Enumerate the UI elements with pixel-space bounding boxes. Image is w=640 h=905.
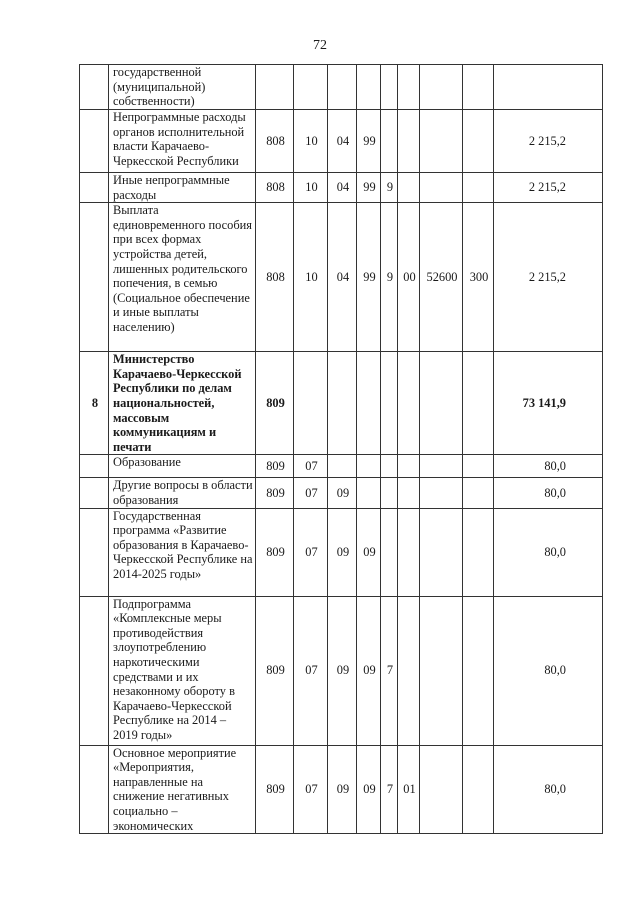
ministry-code-cell: 808 <box>256 110 294 173</box>
table-row <box>80 352 603 455</box>
activity-code-cell <box>398 110 420 173</box>
page-number: 72 <box>313 38 327 53</box>
expense-type-cell <box>463 745 494 834</box>
amount-cell: 80,0 <box>494 508 603 596</box>
ministry-code-cell: 809 <box>256 455 294 478</box>
program-code-cell: 09 <box>357 745 381 834</box>
amount-cell: 2 215,2 <box>494 203 603 352</box>
item-name-cell: Образование <box>109 455 256 478</box>
row-number-cell <box>80 478 109 508</box>
ministry-code-cell: 809 <box>256 508 294 596</box>
section-code-cell: 10 <box>294 110 328 173</box>
row-number-cell <box>80 110 109 173</box>
table-row <box>80 508 603 596</box>
direction-code-cell <box>420 508 463 596</box>
subsection-code-cell <box>328 65 357 110</box>
expense-type-cell: 300 <box>463 203 494 352</box>
section-code-cell: 07 <box>294 478 328 508</box>
direction-code-cell <box>420 478 463 508</box>
direction-code-cell <box>420 352 463 455</box>
section-code-cell: 10 <box>294 173 328 203</box>
activity-code-cell <box>398 65 420 110</box>
program-code-cell: 09 <box>357 508 381 596</box>
expense-type-cell <box>463 478 494 508</box>
subprogram-code-cell <box>381 110 398 173</box>
expense-type-cell <box>463 455 494 478</box>
program-code-cell: 09 <box>357 596 381 745</box>
subsection-code-cell <box>328 352 357 455</box>
ministry-code-cell: 808 <box>256 173 294 203</box>
expense-type-cell <box>463 508 494 596</box>
subsection-code-cell: 04 <box>328 203 357 352</box>
amount-cell: 80,0 <box>494 596 603 745</box>
direction-code-cell <box>420 110 463 173</box>
row-number-cell <box>80 65 109 110</box>
item-name-cell: Подпрограмма «Комплексные меры противодействия злоупотреблению наркотическими средствами и их незаконному обороту в Карачаево-Черкесской Республике на 2014 – 2019 годы» <box>109 596 256 745</box>
row-number-cell <box>80 203 109 352</box>
program-code-cell <box>357 478 381 508</box>
table-row <box>80 110 603 173</box>
subprogram-code-cell: 7 <box>381 596 398 745</box>
direction-code-cell: 52600 <box>420 203 463 352</box>
expense-type-cell <box>463 65 494 110</box>
row-number-cell <box>80 508 109 596</box>
amount-cell: 80,0 <box>494 478 603 508</box>
program-code-cell: 99 <box>357 203 381 352</box>
activity-code-cell: 01 <box>398 745 420 834</box>
activity-code-cell <box>398 352 420 455</box>
table-row <box>80 455 603 478</box>
direction-code-cell <box>420 455 463 478</box>
section-code-cell: 07 <box>294 745 328 834</box>
ministry-code-cell: 809 <box>256 352 294 455</box>
subprogram-code-cell <box>381 508 398 596</box>
direction-code-cell <box>420 173 463 203</box>
amount-cell <box>494 65 603 110</box>
subprogram-code-cell <box>381 352 398 455</box>
table-row <box>80 745 603 834</box>
subprogram-code-cell: 9 <box>381 203 398 352</box>
ministry-code-cell <box>256 65 294 110</box>
item-name-cell: Другие вопросы в области образования <box>109 478 256 508</box>
subsection-code-cell: 09 <box>328 478 357 508</box>
amount-cell: 80,0 <box>494 745 603 834</box>
program-code-cell: 99 <box>357 173 381 203</box>
amount-cell: 73 141,9 <box>494 352 603 455</box>
item-name-cell: Выплата единовременного пособия при всех формах устройства детей, лишенных родительского попечения, в семью (Социальное обеспечение и иные выплаты населению) <box>109 203 256 352</box>
ministry-code-cell: 808 <box>256 203 294 352</box>
table-row <box>80 65 603 110</box>
row-number-cell <box>80 745 109 834</box>
direction-code-cell <box>420 65 463 110</box>
subprogram-code-cell: 9 <box>381 173 398 203</box>
section-code-cell <box>294 65 328 110</box>
subsection-code-cell <box>328 455 357 478</box>
subsection-code-cell: 09 <box>328 745 357 834</box>
expense-type-cell <box>463 352 494 455</box>
subprogram-code-cell <box>381 478 398 508</box>
subsection-code-cell: 04 <box>328 173 357 203</box>
program-code-cell <box>357 455 381 478</box>
program-code-cell <box>357 352 381 455</box>
table-row <box>80 478 603 508</box>
table-row <box>80 203 603 352</box>
section-code-cell: 07 <box>294 596 328 745</box>
table-row <box>80 596 603 745</box>
amount-cell: 2 215,2 <box>494 110 603 173</box>
item-name-cell: Государственная программа «Развитие образования в Карачаево-Черкесской Республике на 2014-2025 годы» <box>109 508 256 596</box>
activity-code-cell <box>398 173 420 203</box>
subsection-code-cell: 09 <box>328 508 357 596</box>
section-code-cell: 07 <box>294 455 328 478</box>
item-name-cell: Непрограммные расходы органов исполнительной власти Карачаево-Черкесской Республики <box>109 110 256 173</box>
ministry-code-cell: 809 <box>256 745 294 834</box>
section-code-cell <box>294 352 328 455</box>
ministry-code-cell: 809 <box>256 596 294 745</box>
section-code-cell: 07 <box>294 508 328 596</box>
budget-table <box>79 64 603 834</box>
subprogram-code-cell: 7 <box>381 745 398 834</box>
row-number-cell: 8 <box>80 352 109 455</box>
table-row <box>80 173 603 203</box>
subprogram-code-cell <box>381 455 398 478</box>
expense-type-cell <box>463 173 494 203</box>
program-code-cell <box>357 65 381 110</box>
direction-code-cell <box>420 745 463 834</box>
activity-code-cell: 00 <box>398 203 420 352</box>
expense-type-cell <box>463 596 494 745</box>
item-name-cell: Министерство Карачаево-Черкесской Республики по делам национальностей, массовым коммуникациям и печати <box>109 352 256 455</box>
item-name-cell: Иные непрограммные расходы <box>109 173 256 203</box>
activity-code-cell <box>398 596 420 745</box>
direction-code-cell <box>420 596 463 745</box>
activity-code-cell <box>398 508 420 596</box>
section-code-cell: 10 <box>294 203 328 352</box>
subsection-code-cell: 09 <box>328 596 357 745</box>
item-name-cell: государственной (муниципальной) собственности) <box>109 65 256 110</box>
program-code-cell: 99 <box>357 110 381 173</box>
ministry-code-cell: 809 <box>256 478 294 508</box>
expense-type-cell <box>463 110 494 173</box>
activity-code-cell <box>398 478 420 508</box>
amount-cell: 80,0 <box>494 455 603 478</box>
subprogram-code-cell <box>381 65 398 110</box>
row-number-cell <box>80 455 109 478</box>
row-number-cell <box>80 596 109 745</box>
subsection-code-cell: 04 <box>328 110 357 173</box>
item-name-cell: Основное мероприятие «Мероприятия, направленные на снижение негативных социально – экономических <box>109 745 256 834</box>
row-number-cell <box>80 173 109 203</box>
activity-code-cell <box>398 455 420 478</box>
amount-cell: 2 215,2 <box>494 173 603 203</box>
